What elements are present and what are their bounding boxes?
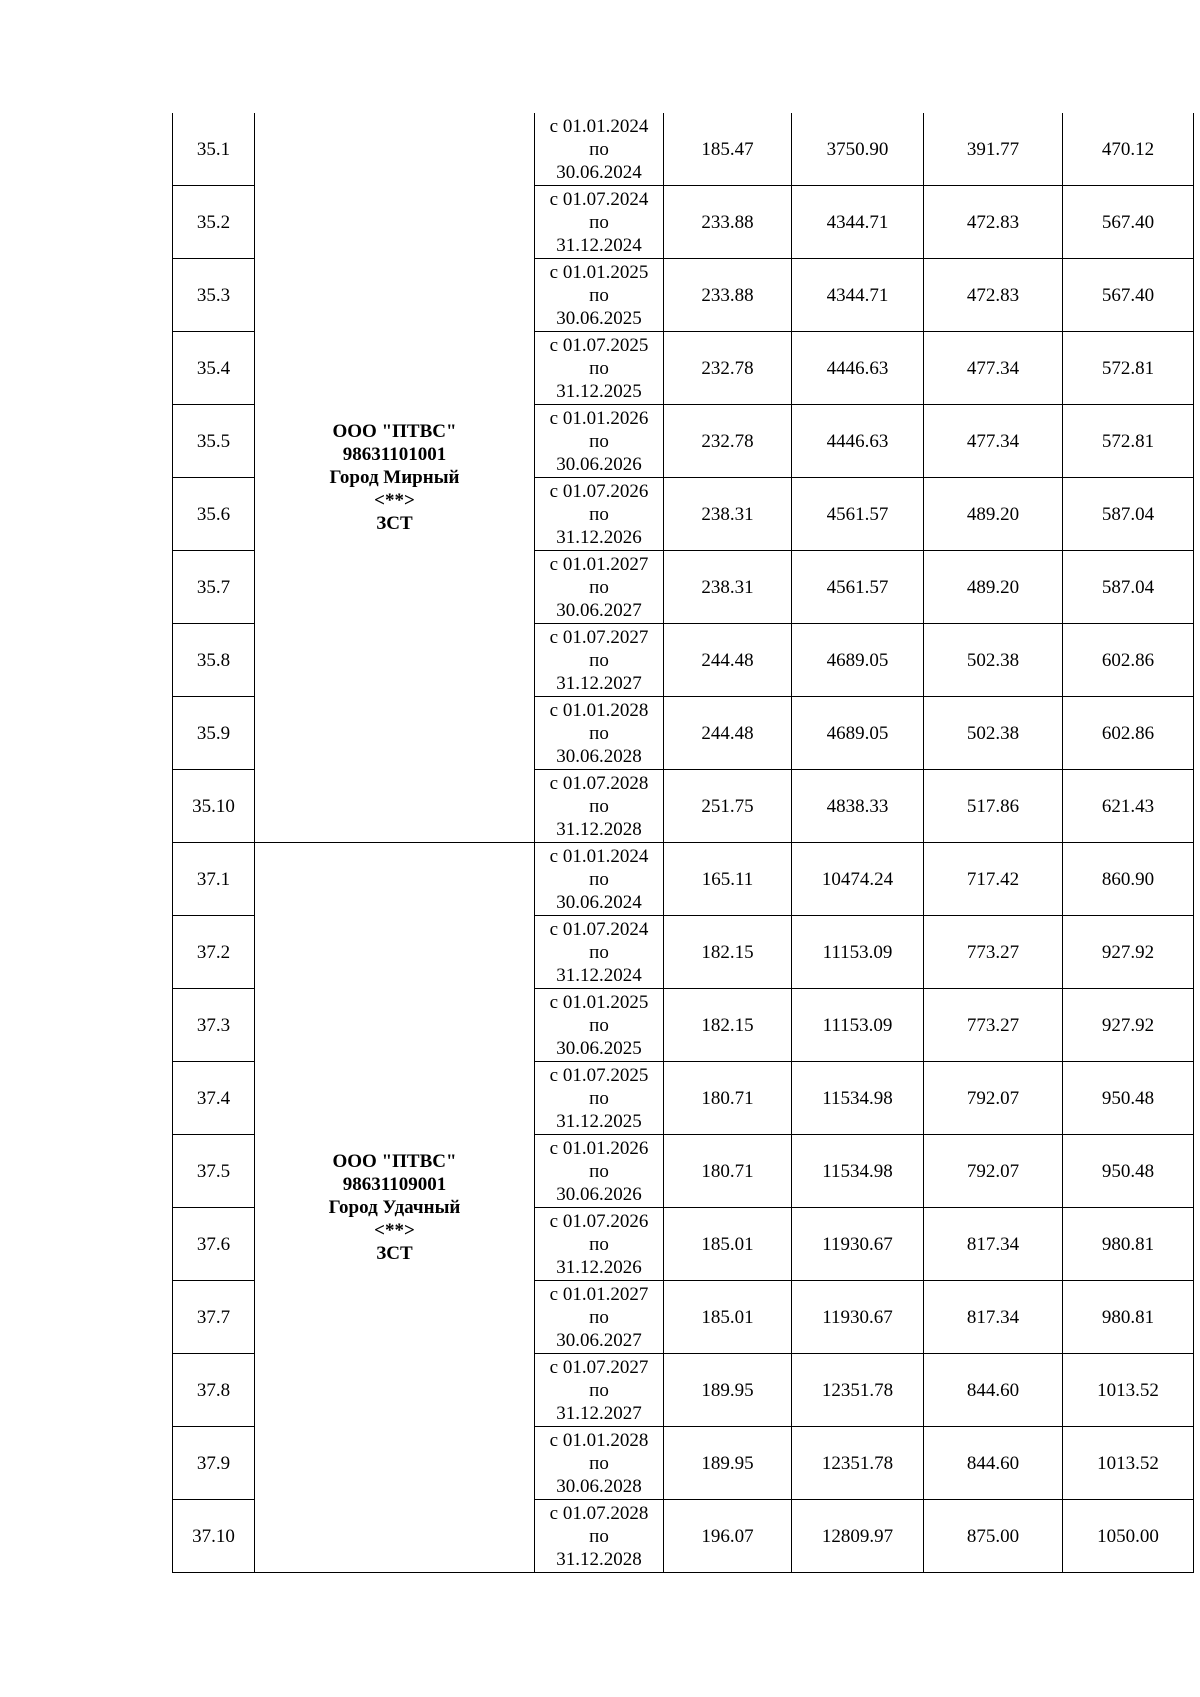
- value-cell-2: 4344.71: [792, 259, 924, 332]
- row-number-cell: 37.9: [173, 1427, 255, 1500]
- period-to: 30.06.2024: [556, 161, 642, 183]
- period-from: с 01.01.2025: [549, 991, 649, 1013]
- value-cell-1: 251.75: [664, 770, 792, 843]
- row-number-cell: 35.9: [173, 697, 255, 770]
- value-cell-4: 950.48: [1063, 1135, 1194, 1208]
- period-cell: [535, 697, 664, 770]
- period-cell: [535, 478, 664, 551]
- period-to: 30.06.2028: [556, 745, 642, 767]
- period-po: по: [589, 357, 609, 379]
- value-cell-3: 472.83: [924, 259, 1063, 332]
- value-cell-4: 980.81: [1063, 1281, 1194, 1354]
- period-cell: [535, 916, 664, 989]
- period-po: по: [589, 211, 609, 233]
- period-po: по: [589, 1525, 609, 1547]
- value-cell-3: 844.60: [924, 1354, 1063, 1427]
- row-number-cell: 37.4: [173, 1062, 255, 1135]
- period-cell: [535, 186, 664, 259]
- period-po: по: [589, 1233, 609, 1255]
- period-po: по: [589, 138, 609, 160]
- organization-type: ЗСТ: [376, 513, 413, 534]
- value-cell-2: 12351.78: [792, 1354, 924, 1427]
- value-cell-1: 189.95: [664, 1354, 792, 1427]
- period-from: с 01.07.2027: [549, 626, 649, 648]
- value-cell-2: 11534.98: [792, 1135, 924, 1208]
- value-cell-1: 233.88: [664, 186, 792, 259]
- period-from: с 01.07.2026: [549, 480, 649, 502]
- organization-code: 98631101001: [342, 444, 447, 465]
- period-to: 30.06.2027: [556, 1329, 642, 1351]
- period-po: по: [589, 941, 609, 963]
- value-cell-2: 12351.78: [792, 1427, 924, 1500]
- period-from: с 01.01.2026: [549, 407, 649, 429]
- tariff-table-body: [173, 113, 1194, 1573]
- period-from: с 01.07.2028: [549, 1502, 649, 1524]
- organization-note: <**>: [374, 490, 415, 511]
- row-number-cell: 37.1: [173, 843, 255, 916]
- value-cell-4: 950.48: [1063, 1062, 1194, 1135]
- value-cell-3: 773.27: [924, 989, 1063, 1062]
- value-cell-1: 232.78: [664, 332, 792, 405]
- period-cell: [535, 1208, 664, 1281]
- value-cell-3: 517.86: [924, 770, 1063, 843]
- organization-place: Город Мирный: [329, 467, 460, 488]
- period-po: по: [589, 795, 609, 817]
- period-po: по: [589, 1087, 609, 1109]
- value-cell-1: 232.78: [664, 405, 792, 478]
- period-from: с 01.01.2025: [549, 261, 649, 283]
- period-cell: [535, 624, 664, 697]
- value-cell-3: 817.34: [924, 1208, 1063, 1281]
- value-cell-3: 773.27: [924, 916, 1063, 989]
- row-number-cell: 35.5: [173, 405, 255, 478]
- value-cell-4: 1013.52: [1063, 1427, 1194, 1500]
- value-cell-2: 11534.98: [792, 1062, 924, 1135]
- period-to: 30.06.2026: [556, 453, 642, 475]
- value-cell-3: 817.34: [924, 1281, 1063, 1354]
- period-from: с 01.07.2024: [549, 188, 649, 210]
- organization-type: ЗСТ: [376, 1243, 413, 1264]
- value-cell-4: 567.40: [1063, 186, 1194, 259]
- period-to: 31.12.2024: [556, 964, 642, 986]
- value-cell-1: 244.48: [664, 697, 792, 770]
- period-to: 30.06.2027: [556, 599, 642, 621]
- period-cell: [535, 1135, 664, 1208]
- value-cell-1: 185.01: [664, 1281, 792, 1354]
- value-cell-1: 233.88: [664, 259, 792, 332]
- period-po: по: [589, 1452, 609, 1474]
- row-number-cell: 35.3: [173, 259, 255, 332]
- period-from: с 01.07.2027: [549, 1356, 649, 1378]
- value-cell-3: 489.20: [924, 551, 1063, 624]
- value-cell-4: 860.90: [1063, 843, 1194, 916]
- period-from: с 01.01.2028: [549, 699, 649, 721]
- period-to: 31.12.2025: [556, 1110, 642, 1132]
- value-cell-3: 502.38: [924, 697, 1063, 770]
- period-to: 31.12.2027: [556, 672, 642, 694]
- period-cell: [535, 843, 664, 916]
- value-cell-4: 1013.52: [1063, 1354, 1194, 1427]
- period-to: 30.06.2025: [556, 307, 642, 329]
- value-cell-3: 477.34: [924, 332, 1063, 405]
- value-cell-4: 470.12: [1063, 113, 1194, 186]
- period-po: по: [589, 1306, 609, 1328]
- period-cell: [535, 989, 664, 1062]
- value-cell-4: 572.81: [1063, 405, 1194, 478]
- value-cell-1: 244.48: [664, 624, 792, 697]
- organization-note: <**>: [374, 1220, 415, 1241]
- value-cell-4: 927.92: [1063, 916, 1194, 989]
- organization-place: Город Удачный: [328, 1197, 461, 1218]
- tariff-table: [172, 113, 1194, 1573]
- value-cell-1: 238.31: [664, 478, 792, 551]
- value-cell-4: 587.04: [1063, 478, 1194, 551]
- row-number-cell: 37.10: [173, 1500, 255, 1573]
- value-cell-1: 189.95: [664, 1427, 792, 1500]
- value-cell-2: 11153.09: [792, 916, 924, 989]
- row-number-cell: 37.3: [173, 989, 255, 1062]
- row-number-cell: 37.7: [173, 1281, 255, 1354]
- period-po: по: [589, 503, 609, 525]
- row-number-cell: 37.8: [173, 1354, 255, 1427]
- table-row: [173, 113, 1194, 186]
- period-to: 30.06.2026: [556, 1183, 642, 1205]
- value-cell-4: 980.81: [1063, 1208, 1194, 1281]
- value-cell-3: 792.07: [924, 1062, 1063, 1135]
- period-cell: [535, 1354, 664, 1427]
- value-cell-3: 875.00: [924, 1500, 1063, 1573]
- period-to: 31.12.2025: [556, 380, 642, 402]
- period-from: с 01.01.2024: [549, 115, 649, 137]
- value-cell-1: 180.71: [664, 1062, 792, 1135]
- period-po: по: [589, 649, 609, 671]
- period-cell: [535, 1281, 664, 1354]
- value-cell-2: 4689.05: [792, 697, 924, 770]
- period-from: с 01.07.2025: [549, 1064, 649, 1086]
- value-cell-2: 12809.97: [792, 1500, 924, 1573]
- value-cell-2: 11930.67: [792, 1208, 924, 1281]
- period-from: с 01.07.2024: [549, 918, 649, 940]
- value-cell-2: 4561.57: [792, 478, 924, 551]
- row-number-cell: 35.1: [173, 113, 255, 186]
- value-cell-4: 572.81: [1063, 332, 1194, 405]
- period-to: 31.12.2028: [556, 1548, 642, 1570]
- period-po: по: [589, 284, 609, 306]
- period-from: с 01.01.2027: [549, 553, 649, 575]
- period-po: по: [589, 1014, 609, 1036]
- period-cell: [535, 405, 664, 478]
- period-po: по: [589, 430, 609, 452]
- row-number-cell: 37.5: [173, 1135, 255, 1208]
- organization-name: ООО "ПТВС": [332, 421, 457, 442]
- period-from: с 01.07.2025: [549, 334, 649, 356]
- value-cell-1: 182.15: [664, 916, 792, 989]
- organization-cell: [255, 843, 535, 1573]
- value-cell-2: 10474.24: [792, 843, 924, 916]
- period-from: с 01.01.2027: [549, 1283, 649, 1305]
- period-to: 30.06.2025: [556, 1037, 642, 1059]
- row-number-cell: 37.2: [173, 916, 255, 989]
- organization-code: 98631109001: [342, 1174, 447, 1195]
- period-from: с 01.01.2026: [549, 1137, 649, 1159]
- value-cell-2: 4838.33: [792, 770, 924, 843]
- value-cell-4: 602.86: [1063, 697, 1194, 770]
- period-to: 31.12.2024: [556, 234, 642, 256]
- period-to: 31.12.2026: [556, 526, 642, 548]
- period-po: по: [589, 576, 609, 598]
- value-cell-3: 844.60: [924, 1427, 1063, 1500]
- value-cell-3: 472.83: [924, 186, 1063, 259]
- row-number-cell: 35.2: [173, 186, 255, 259]
- organization-name: ООО "ПТВС": [332, 1151, 457, 1172]
- value-cell-3: 792.07: [924, 1135, 1063, 1208]
- period-cell: [535, 113, 664, 186]
- row-number-cell: 35.10: [173, 770, 255, 843]
- period-po: по: [589, 1379, 609, 1401]
- period-po: по: [589, 722, 609, 744]
- organization-cell: [255, 113, 535, 843]
- value-cell-1: 165.11: [664, 843, 792, 916]
- table-row: [173, 843, 1194, 916]
- value-cell-1: 182.15: [664, 989, 792, 1062]
- value-cell-1: 185.47: [664, 113, 792, 186]
- value-cell-3: 477.34: [924, 405, 1063, 478]
- value-cell-2: 4561.57: [792, 551, 924, 624]
- period-to: 31.12.2027: [556, 1402, 642, 1424]
- period-from: с 01.01.2024: [549, 845, 649, 867]
- value-cell-1: 196.07: [664, 1500, 792, 1573]
- value-cell-3: 502.38: [924, 624, 1063, 697]
- period-to: 30.06.2028: [556, 1475, 642, 1497]
- value-cell-2: 3750.90: [792, 113, 924, 186]
- period-cell: [535, 332, 664, 405]
- value-cell-2: 11153.09: [792, 989, 924, 1062]
- period-cell: [535, 1427, 664, 1500]
- value-cell-1: 180.71: [664, 1135, 792, 1208]
- period-cell: [535, 551, 664, 624]
- period-from: с 01.07.2026: [549, 1210, 649, 1232]
- period-to: 31.12.2028: [556, 818, 642, 840]
- value-cell-4: 621.43: [1063, 770, 1194, 843]
- value-cell-2: 4344.71: [792, 186, 924, 259]
- period-cell: [535, 259, 664, 332]
- row-number-cell: 35.4: [173, 332, 255, 405]
- period-from: с 01.01.2028: [549, 1429, 649, 1451]
- value-cell-4: 587.04: [1063, 551, 1194, 624]
- row-number-cell: 35.7: [173, 551, 255, 624]
- period-to: 30.06.2024: [556, 891, 642, 913]
- period-cell: [535, 1062, 664, 1135]
- value-cell-2: 4446.63: [792, 405, 924, 478]
- value-cell-1: 185.01: [664, 1208, 792, 1281]
- period-from: с 01.07.2028: [549, 772, 649, 794]
- value-cell-2: 4689.05: [792, 624, 924, 697]
- period-po: по: [589, 1160, 609, 1182]
- row-number-cell: 35.8: [173, 624, 255, 697]
- value-cell-4: 567.40: [1063, 259, 1194, 332]
- row-number-cell: 35.6: [173, 478, 255, 551]
- value-cell-1: 238.31: [664, 551, 792, 624]
- value-cell-2: 4446.63: [792, 332, 924, 405]
- value-cell-4: 1050.00: [1063, 1500, 1194, 1573]
- value-cell-4: 602.86: [1063, 624, 1194, 697]
- value-cell-3: 717.42: [924, 843, 1063, 916]
- value-cell-3: 391.77: [924, 113, 1063, 186]
- value-cell-2: 11930.67: [792, 1281, 924, 1354]
- row-number-cell: 37.6: [173, 1208, 255, 1281]
- period-cell: [535, 770, 664, 843]
- period-po: по: [589, 868, 609, 890]
- value-cell-3: 489.20: [924, 478, 1063, 551]
- value-cell-4: 927.92: [1063, 989, 1194, 1062]
- period-to: 31.12.2026: [556, 1256, 642, 1278]
- period-cell: [535, 1500, 664, 1573]
